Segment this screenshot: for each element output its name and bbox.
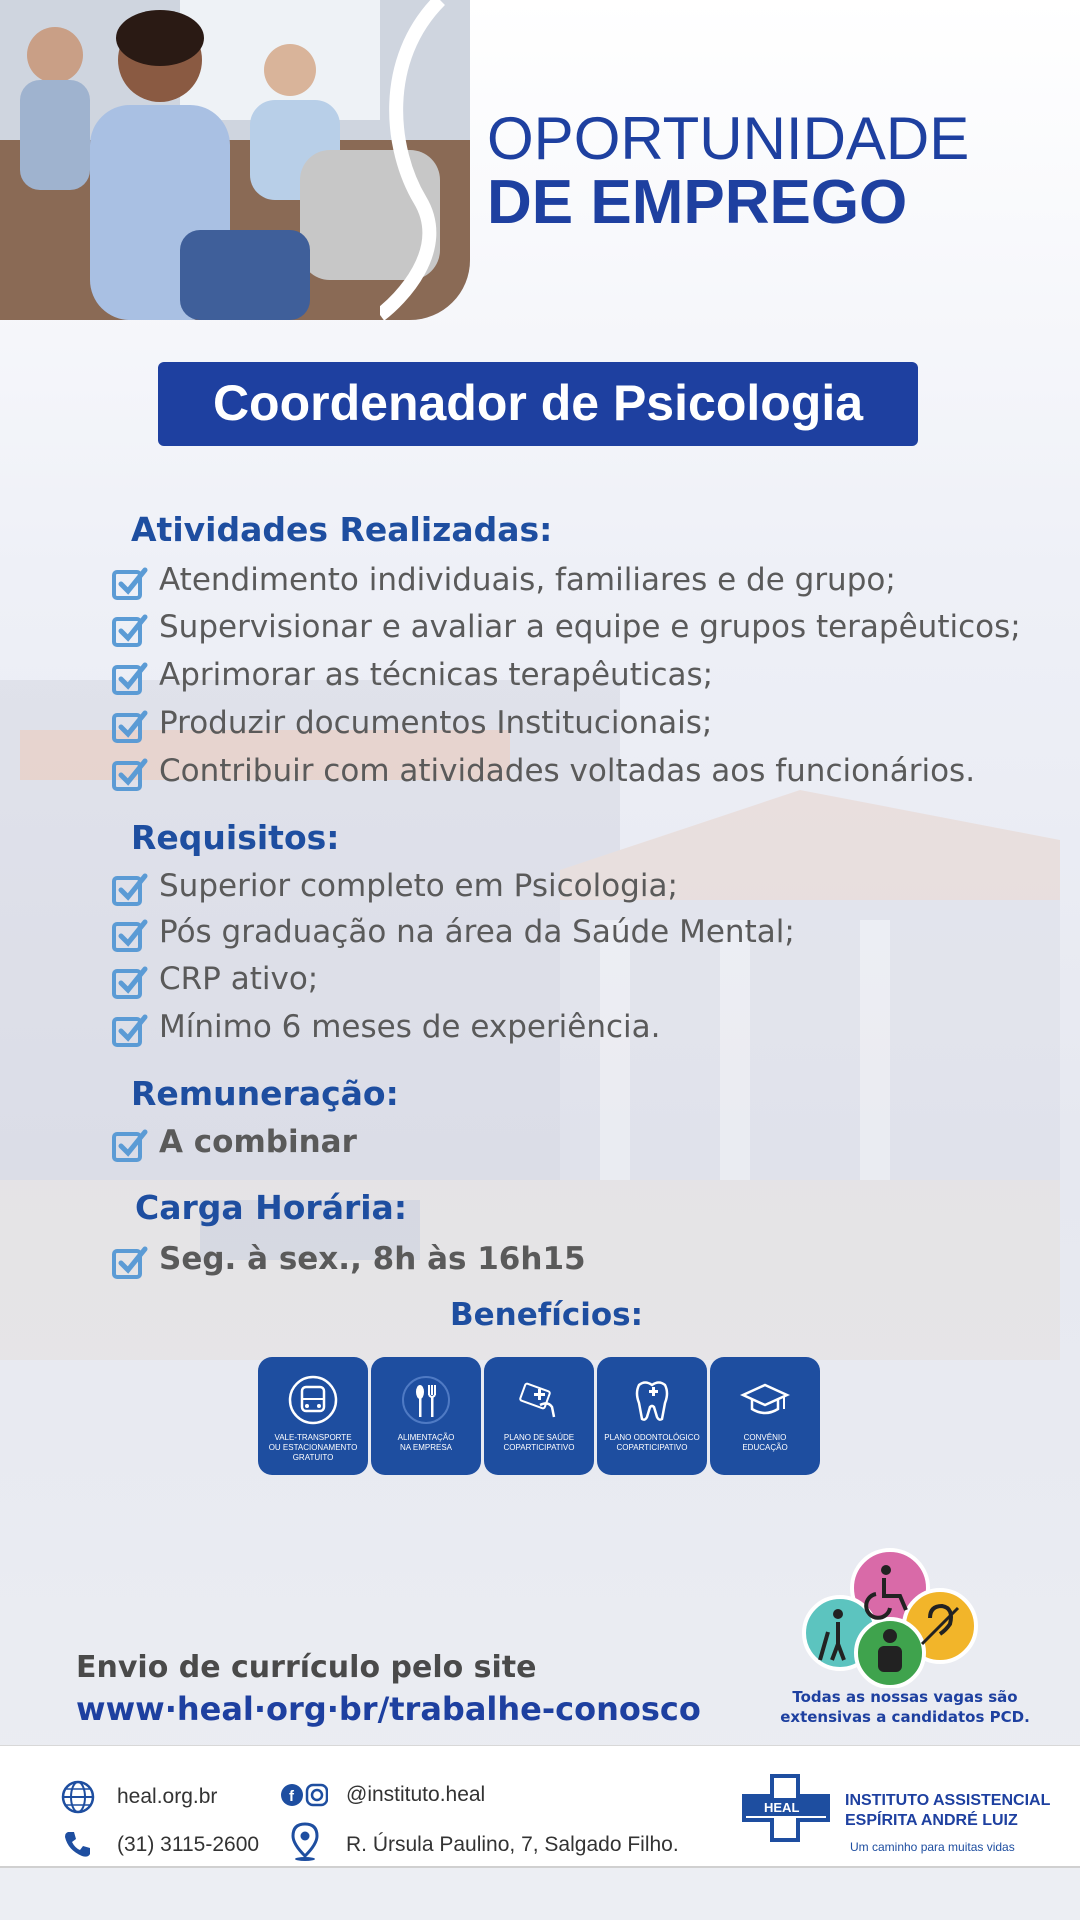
checkbox-icon xyxy=(112,1128,148,1164)
footer-social-handle[interactable]: @instituto.heal xyxy=(346,1783,486,1806)
list-item-text: Pós graduação na área da Saúde Mental; xyxy=(159,914,795,950)
curriculum-instruction: Envio de currículo pelo site xyxy=(76,1650,537,1685)
graduation-cap-icon xyxy=(740,1375,790,1425)
job-role-banner: Coordenador de Psicologia xyxy=(158,362,918,446)
location-pin-icon xyxy=(290,1822,320,1862)
checkbox-icon xyxy=(112,757,148,793)
tooth-icon xyxy=(627,1375,677,1425)
benefit-label-line: COPARTICIPATIVO xyxy=(503,1443,575,1452)
svg-text:f: f xyxy=(289,1788,294,1805)
benefit-label xyxy=(260,1433,366,1463)
checkbox-icon xyxy=(112,965,148,1001)
pcd-note xyxy=(760,1687,1050,1727)
logo-tagline: Um caminho para muitas vidas xyxy=(850,1840,1015,1854)
bus-icon xyxy=(288,1375,338,1425)
benefit-card xyxy=(597,1357,707,1475)
checkbox-icon xyxy=(112,566,148,602)
logo-mark-text: HEAL xyxy=(764,1800,800,1815)
heading-atividades: Atividades Realizadas: xyxy=(131,510,553,549)
list-item-text: Mínimo 6 meses de experiência. xyxy=(159,1009,661,1045)
list-item-text: Superior completo em Psicologia; xyxy=(159,868,678,904)
social-icons xyxy=(280,1782,328,1808)
globe-icon xyxy=(60,1779,96,1815)
careers-link[interactable]: www·heal·org·br/trabalhe-conosco xyxy=(76,1690,701,1728)
benefit-card xyxy=(371,1357,481,1475)
title-line-2: DE EMPREGO xyxy=(487,168,908,237)
checkbox-icon xyxy=(112,872,148,908)
checkbox-icon xyxy=(112,709,148,745)
pcd-note-line: extensivas a candidatos PCD. xyxy=(780,1708,1030,1726)
checkbox-icon xyxy=(112,918,148,954)
list-item-text: Produzir documentos Institucionais; xyxy=(159,705,713,741)
benefit-label-line: COPARTICIPATIVO xyxy=(616,1443,688,1452)
logo-name-line-2: ESPÍRITA ANDRÉ LUIZ xyxy=(845,1812,1018,1829)
benefit-label-line: NA EMPRESA xyxy=(399,1443,452,1452)
checkbox-icon xyxy=(112,661,148,697)
heading-carga-horaria: Carga Horária: xyxy=(135,1188,408,1227)
list-item-text: Atendimento individuais, familiares e de grupo; xyxy=(159,562,896,598)
footer-address: R. Úrsula Paulino, 7, Salgado Filho. xyxy=(346,1833,679,1856)
checkbox-icon xyxy=(112,1245,148,1281)
list-item-text: A combinar xyxy=(159,1124,357,1160)
list-item-text: Supervisionar e avaliar a equipe e grupos terapêuticos; xyxy=(159,609,1021,645)
footer-phone[interactable]: (31) 3115-2600 xyxy=(117,1833,260,1856)
list-item-text: Seg. à sex., 8h às 16h15 xyxy=(159,1241,586,1277)
benefit-label-line: PLANO DE SAÚDE xyxy=(503,1433,575,1442)
hero-curve xyxy=(380,0,500,330)
benefit-label xyxy=(599,1433,705,1453)
title-line-1: OPORTUNIDADE xyxy=(487,105,970,172)
benefit-label-line: PLANO ODONTOLÓGICO xyxy=(604,1433,700,1442)
benefit-label xyxy=(486,1433,592,1453)
footer-site[interactable]: heal.org.br xyxy=(117,1785,218,1808)
health-plan-icon xyxy=(514,1375,564,1425)
logo-name-line-1: INSTITUTO ASSISTENCIAL xyxy=(845,1792,1051,1809)
list-item-text: CRP ativo; xyxy=(159,961,319,997)
benefit-card xyxy=(258,1357,368,1475)
benefit-label-line: OU ESTACIONAMENTO xyxy=(268,1443,358,1452)
heading-requisitos: Requisitos: xyxy=(131,818,340,857)
accessibility-icons xyxy=(790,1548,990,1688)
meal-icon xyxy=(401,1375,451,1425)
benefit-label xyxy=(373,1433,479,1453)
benefit-card xyxy=(710,1357,820,1475)
heading-beneficios: Benefícios: xyxy=(450,1297,644,1333)
checkbox-icon xyxy=(112,613,148,649)
heading-remuneracao: Remuneração: xyxy=(131,1074,399,1113)
benefit-label-line: GRATUITO xyxy=(292,1453,334,1462)
phone-icon xyxy=(62,1828,94,1860)
list-item-text: Aprimorar as técnicas terapêuticas; xyxy=(159,657,714,693)
pcd-note-line: Todas as nossas vagas são xyxy=(792,1688,1018,1706)
benefit-label-line: EDUCAÇÃO xyxy=(742,1443,788,1452)
benefit-label xyxy=(712,1433,818,1453)
list-item-text: Contribuir com atividades voltadas aos funcionários. xyxy=(159,753,976,789)
heal-logo-icon xyxy=(742,1772,834,1844)
benefit-label-line: VALE-TRANSPORTE xyxy=(274,1433,352,1442)
benefit-label-line: CONVÊNIO xyxy=(743,1433,787,1442)
benefit-label-line: ALIMENTAÇÃO xyxy=(397,1433,455,1442)
benefit-card xyxy=(484,1357,594,1475)
checkbox-icon xyxy=(112,1013,148,1049)
